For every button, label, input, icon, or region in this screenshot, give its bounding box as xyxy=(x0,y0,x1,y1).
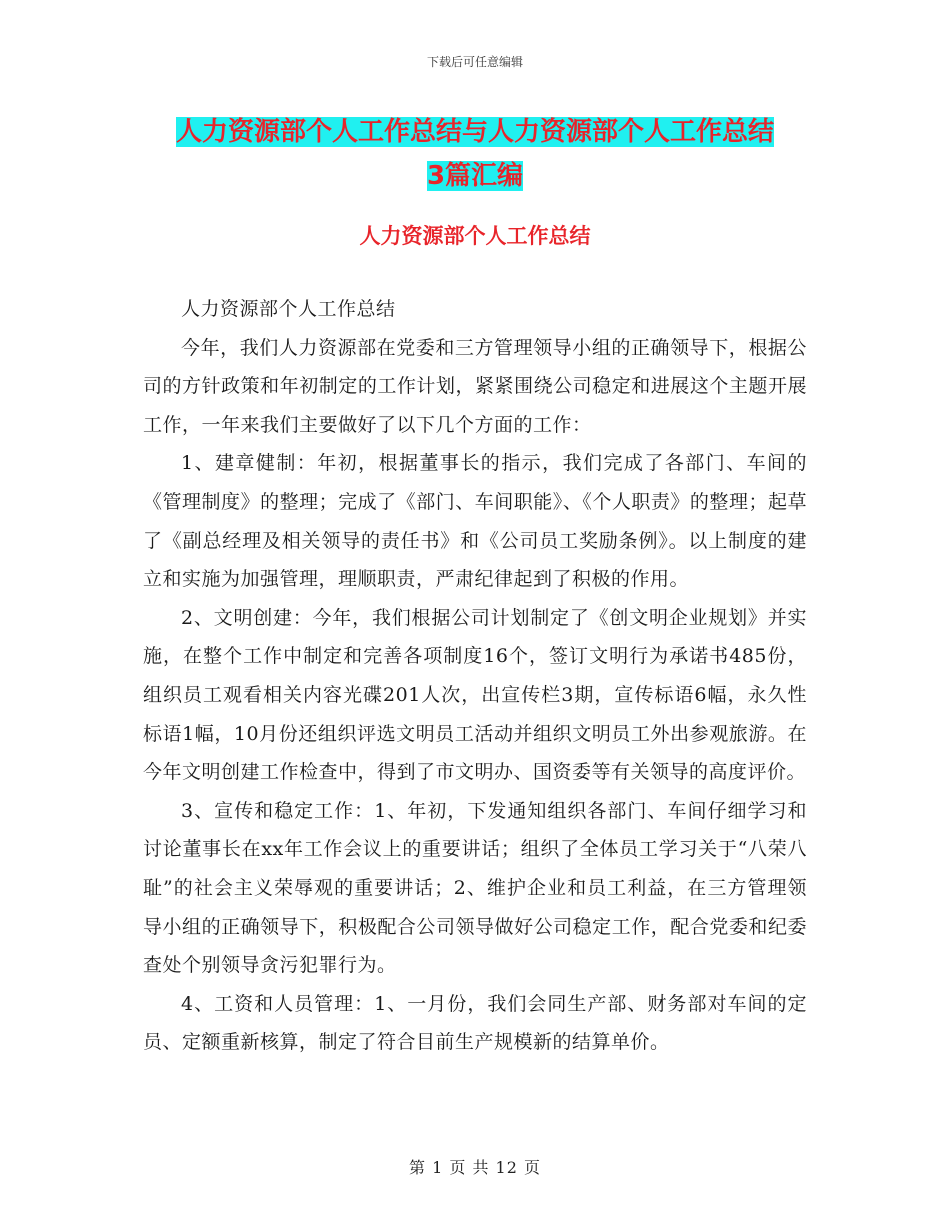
paragraph: 今年，我们人力资源部在党委和三方管理领导小组的正确领导下，根据公司的方针政策和年初制定的工作计划，紧紧围绕公司稳定和进展这个主题开展工作，一年来我们主要做好了以下几个方面的工作： xyxy=(143,336,807,436)
page-indicator: 第 1 页 共 12 页 xyxy=(409,1158,541,1177)
header-note: 下载后可任意编辑 xyxy=(426,55,523,69)
paragraph: 4、工资和人员管理：1、一月份，我们会同生产部、财务部对车间的定员、定额重新核算，制定了符合目前生产规模新的结算单价。 xyxy=(143,992,807,1054)
section-title: 人力资源部个人工作总结 xyxy=(359,224,591,248)
document-title xyxy=(0,110,950,198)
document-title-line1: 人力资源部个人工作总结与人力资源部个人工作总结 xyxy=(175,117,774,147)
document-title-line2: 3篇汇编 xyxy=(426,161,524,191)
paragraph: 人力资源部个人工作总结 xyxy=(181,298,396,320)
paragraph: 2、文明创建：今年，我们根据公司计划制定了《创文明企业规划》并实施，在整个工作中制定和完善各项制度16个，签订文明行为承诺书485份，组织员工观看相关内容光碟201人次，出宣传栏3期，宣传标语6幅，永久性标语1幅，10月份还组织评选文明员工活动并组织文明员工外出参观旅游。在今年文明创建工作检查中，得到了市文明办、国资委等有关领导的高度评价。 xyxy=(143,606,807,784)
document-body xyxy=(143,290,807,1062)
paragraph: 3、宣传和稳定工作：1、年初，下发通知组织各部门、车间仔细学习和讨论董事长在xx年工作会议上的重要讲话；组织了全体员工学习关于“八荣八耻”的社会主义荣辱观的重要讲话；2、维护企业和员工利益，在三方管理领导小组的正确领导下，积极配合公司领导做好公司稳定工作，配合党委和纪委查处个别领导贪污犯罪行为。 xyxy=(143,799,807,977)
paragraph: 1、建章健制：年初，根据董事长的指示，我们完成了各部门、车间的《管理制度》的整理；完成了《部门、车间职能》、《个人职责》的整理；起草了《副总经理及相关领导的责任书》和《公司员工奖励条例》。以上制度的建立和实施为加强管理，理顺职责，严肃纪律起到了积极的作用。 xyxy=(143,452,807,591)
